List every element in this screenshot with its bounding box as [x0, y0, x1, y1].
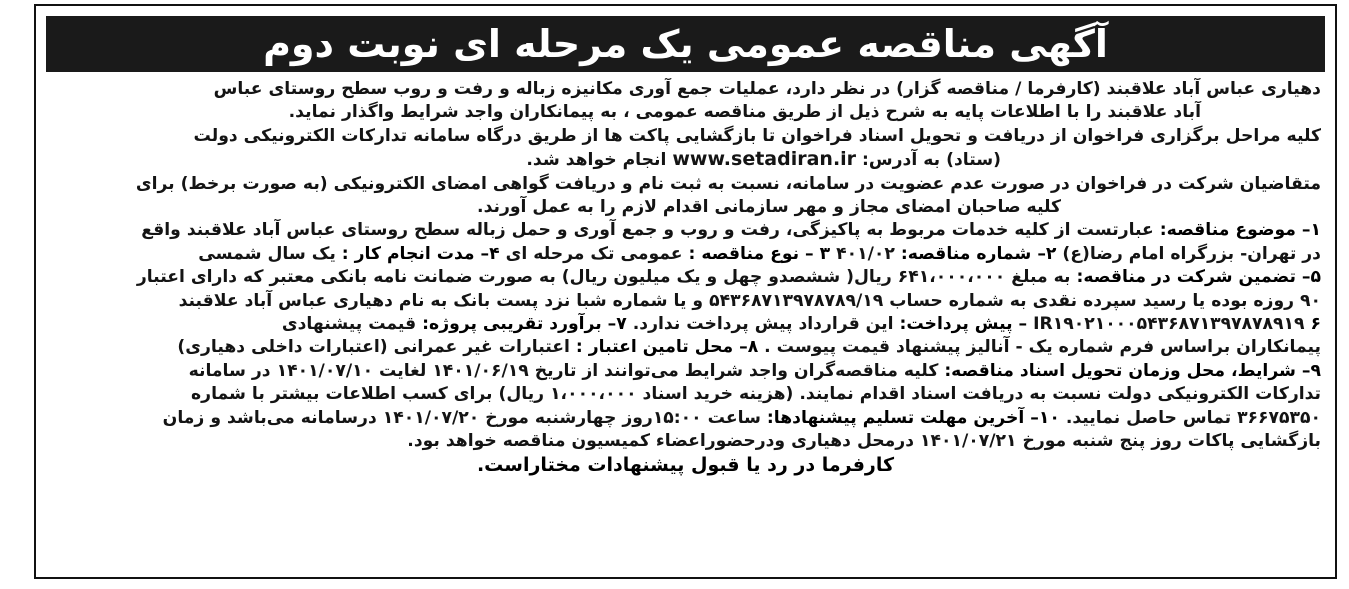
item-6-label: ۶ – پیش پرداخت: [899, 314, 1321, 335]
item-9-text: کلیه مناقصه‌گران واجد شرایط می‌توانند از تاریخ ۱۴۰۱/۰۶/۱۹ لغایت ۱۴۰۱/۰۷/۱۰ در سامانه [188, 360, 939, 381]
item-10-text: ساعت ۱۵:۰۰روز چهارشنبه مورخ ۱۴۰۱/۰۷/۲۰ درسامانه می‌باشد و زمان [162, 407, 761, 428]
item-5-line-2: ۹۰ روزه بوده یا رسید سپرده نقدی به شماره حساب ۵۴۳۶۸۷۱۳۹۷۸۷۸۹/۱۹ و یا شماره شبا نزد پست بانک به نام دهیاری عباس آباد علاقبند [178, 290, 1321, 311]
items-7-8-line [50, 336, 1321, 359]
item-10-line-2: بازگشایی پاکات روز پنج شنبه مورخ ۱۴۰۱/۰۷/۲۱ درمحل دهیاری ودرحضوراعضاء کمیسیون مناقصه خواهد بود. [407, 431, 1321, 452]
intro-line-1: دهیاری عباس آباد علاقبند (کارفرما / مناقصه گزار) در نظر دارد، عملیات جمع آوری مکانیزه زباله و رفت و روب سطح روستای عباس [213, 79, 1321, 99]
item-3-value: عمومی تک مرحله ای [505, 243, 683, 264]
setad-line-2 [50, 148, 1321, 172]
item-7-label: ۷– برآورد تقریبی پروژه: [422, 314, 627, 335]
tender-notice [34, 4, 1337, 579]
applicants-line-1: متقاضیان شرکت در فراخوان در صورت عدم عضویت در سامانه، نسبت به ثبت نام و دریافت گواهی امضای الکترونیکی (به صورت برخط) برای [135, 173, 1321, 194]
items-2-4-line [50, 243, 1321, 266]
item-1-label: ۱– موضوع مناقصه: [1159, 220, 1321, 241]
item-9-label: ۹– شرایط، محل وزمان تحویل اسناد مناقصه: [944, 360, 1321, 381]
item-5-line [50, 266, 1321, 289]
item-3-label: ۳ – نوع مناقصه : [688, 243, 831, 264]
setad-url-link[interactable]: www.setadiran.ir [672, 148, 857, 171]
item-5-iban: IR۱۹۰۲۱۰۰۰۵۴۳۶۸۷۱۳۹۷۸۷۸۹۱۹ [1033, 314, 1305, 335]
item-1-text-2: در تهران- بزرگراه امام رضا(ع) [1062, 243, 1321, 264]
applicants-line-2: کلیه صاحبان امضای مجاز و مهر سازمانی اقدام لازم را به عمل آورند. [477, 197, 1061, 218]
items-9-10-line [50, 407, 1321, 430]
item-4-value: یک سال شمسی [198, 243, 336, 264]
notice-body [50, 78, 1321, 477]
item-8-label: ۸– محل تامین اعتبار : [575, 337, 759, 358]
item-9-text-3: ۳۶۶۷۵۳۵۰ تماس حاصل نمایید. [1065, 407, 1321, 428]
item-1-line [50, 219, 1321, 242]
setad-line-1: کلیه مراحل برگزاری فراخوان از دریافت و تحویل اسناد فراخوان تا بازگشایی پاکت ها از طریق درگاه سامانه تدارکات الکترونیکی دولت [193, 125, 1321, 146]
item-7-value-2: پیمانکاران براساس فرم شماره یک - آنالیز پیشنهاد قیمت پیوست . [764, 337, 1321, 358]
item-2-value: ۴۰۱/۰۲ [836, 243, 895, 264]
item-10-label: ۱۰– آخرین مهلت تسلیم پیشنهادها: [766, 407, 1060, 428]
item-4-label: ۴– مدت انجام کار : [341, 243, 500, 264]
items-6-7-line [50, 313, 1321, 336]
item-9-line-2: تدارکات الکترونیکی دولت نسبت به دریافت اسناد اقدام نمایند. (هزینه خرید اسناد ۱،۰۰۰،۰۰۰ ریال) برای کسب اطلاعات بیشتر با شماره [191, 384, 1321, 405]
intro-line-2: آباد علاقبند را با اطلاعات پایه به شرح ذیل از طریق مناقصه عمومی ، به پیمانکاران واجد شرایط واگذار نماید. [288, 102, 1201, 123]
item-2-label: ۲– شماره مناقصه: [900, 243, 1057, 264]
item-7-value: قیمت پیشنهادی [281, 314, 417, 335]
item-1-text: عبارتست از کلیه خدمات مربوط به پاکیزگی، رفت و روب و جمع آوری و حمل زباله سطح روستای عباس آباد علاقبند واقع [141, 220, 1154, 241]
item-5-label: ۵– تضمین شرکت در مناقصه: [1076, 267, 1321, 288]
notice-title-bar [46, 16, 1325, 72]
item-6-value: این قرارداد پیش پرداخت ندارد. [632, 314, 894, 335]
setad-address-label: (ستاد) به آدرس: [862, 150, 1001, 171]
setad-done-text: انجام خواهد شد. [526, 150, 667, 171]
notice-title: آگهی مناقصه عمومی یک مرحله ای نوبت دوم [263, 22, 1108, 66]
item-9-line [50, 360, 1321, 383]
closing-statement: کارفرما در رد یا قبول پیشنهادات مختاراست. [476, 453, 895, 476]
item-8-value: اعتبارات غیر عمرانی (اعتبارات داخلی دهیاری) [177, 337, 570, 358]
item-5-text: به مبلغ ۶۴۱،۰۰۰،۰۰۰ ریال( ششصدو چهل و یک میلیون ریال) به صورت ضمانت نامه بانکی معتبر که دارای اعتبار [136, 267, 1071, 288]
